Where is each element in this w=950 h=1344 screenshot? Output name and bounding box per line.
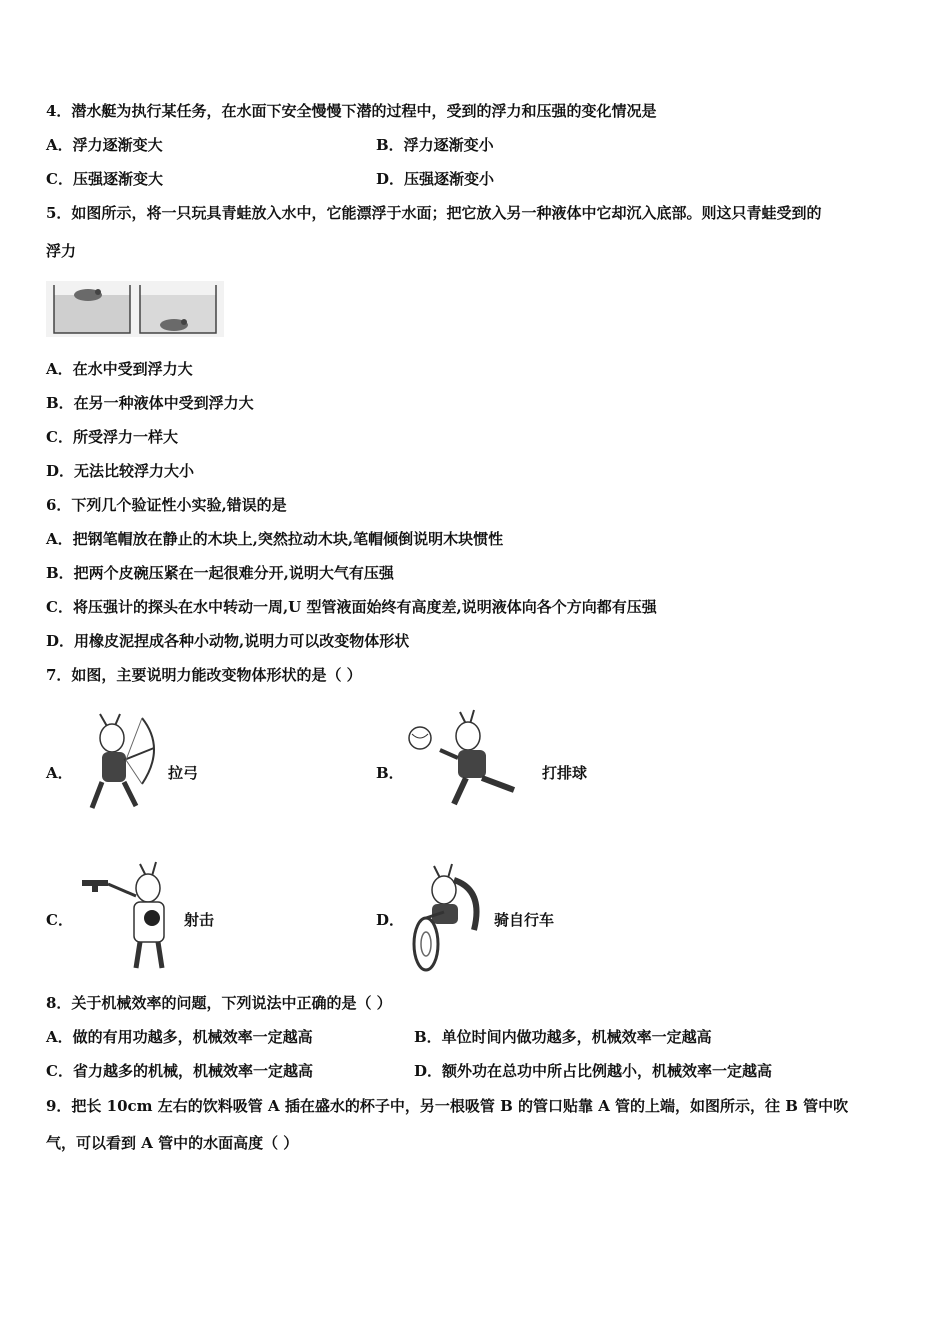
q6-option-d: D．用橡皮泥捏成各种小动物,说明力可以改变物体形状: [46, 632, 410, 650]
q7-option-c-letter: C．: [46, 911, 73, 929]
q7-option-b-letter: B．: [376, 764, 404, 782]
q7-option-a-letter: A．: [46, 764, 73, 782]
q6-stem: 6．下列几个验证性小实验,错误的是: [46, 496, 287, 514]
q9-stem-line2: 气，可以看到 A 管中的水面高度（ ）: [46, 1134, 299, 1152]
goat-shooting-icon: [78, 858, 180, 972]
q7-stem: 7．如图，主要说明力能改变物体形状的是（ ）: [46, 666, 362, 684]
q5-option-a: A．在水中受到浮力大: [46, 360, 193, 378]
q5-stem-line2: 浮力: [46, 242, 77, 260]
q4-stem: 4．潜水艇为执行某任务，在水面下安全慢慢下潜的过程中，受到的浮力和压强的变化情况是: [46, 102, 657, 120]
goat-volleyball-icon: [404, 706, 538, 814]
q7-option-d-letter: D．: [376, 911, 405, 929]
goat-riding-bicycle-icon: [404, 860, 490, 976]
q8-option-a: A．做的有用功越多，机械效率一定越高: [46, 1028, 313, 1046]
q8-option-d: D．额外功在总功中所占比例越小，机械效率一定越高: [414, 1062, 773, 1080]
q4-option-b: B．浮力逐渐变小: [376, 136, 494, 154]
goat-drawing-bow-icon: [80, 708, 166, 814]
q4-option-d: D．压强逐渐变小: [376, 170, 495, 188]
q6-option-b: B．把两个皮碗压紧在一起很难分开,说明大气有压强: [46, 564, 394, 582]
q6-option-c: C．将压强计的探头在水中转动一周,U 型管液面始终有高度差,说明液体向各个方向都有压强: [46, 598, 657, 616]
q8-option-c: C．省力越多的机械，机械效率一定越高: [46, 1062, 313, 1080]
q7-option-b-caption: 打排球: [542, 764, 588, 782]
q5-option-b: B．在另一种液体中受到浮力大: [46, 394, 254, 412]
q5-option-c: C．所受浮力一样大: [46, 428, 178, 446]
q8-stem: 8．关于机械效率的问题，下列说法中正确的是（ ）: [46, 994, 392, 1012]
q7-option-c-caption: 射击: [184, 911, 215, 929]
q7-option-a-caption: 拉弓: [168, 764, 199, 782]
q4-option-c: C．压强逐渐变大: [46, 170, 163, 188]
frog-beakers-figure: [46, 281, 224, 337]
q6-option-a: A．把钢笔帽放在静止的木块上,突然拉动木块,笔帽倾倒说明木块惯性: [46, 530, 504, 548]
q7-option-d-caption: 骑自行车: [494, 911, 555, 929]
q9-stem-line1: 9．把长 10cm 左右的饮料吸管 A 插在盛水的杯子中，另一根吸管 B 的管口贴靠 A 管的上端，如图所示，往 B 管中吹: [46, 1097, 849, 1115]
q4-option-a: A．浮力逐渐变大: [46, 136, 163, 154]
q5-option-d: D．无法比较浮力大小: [46, 462, 195, 480]
q5-stem-line1: 5．如图所示，将一只玩具青蛙放入水中，它能漂浮于水面；把它放入另一种液体中它却沉入底部。则这只青蛙受到的: [46, 204, 822, 222]
q8-option-b: B．单位时间内做功越多，机械效率一定越高: [414, 1028, 712, 1046]
